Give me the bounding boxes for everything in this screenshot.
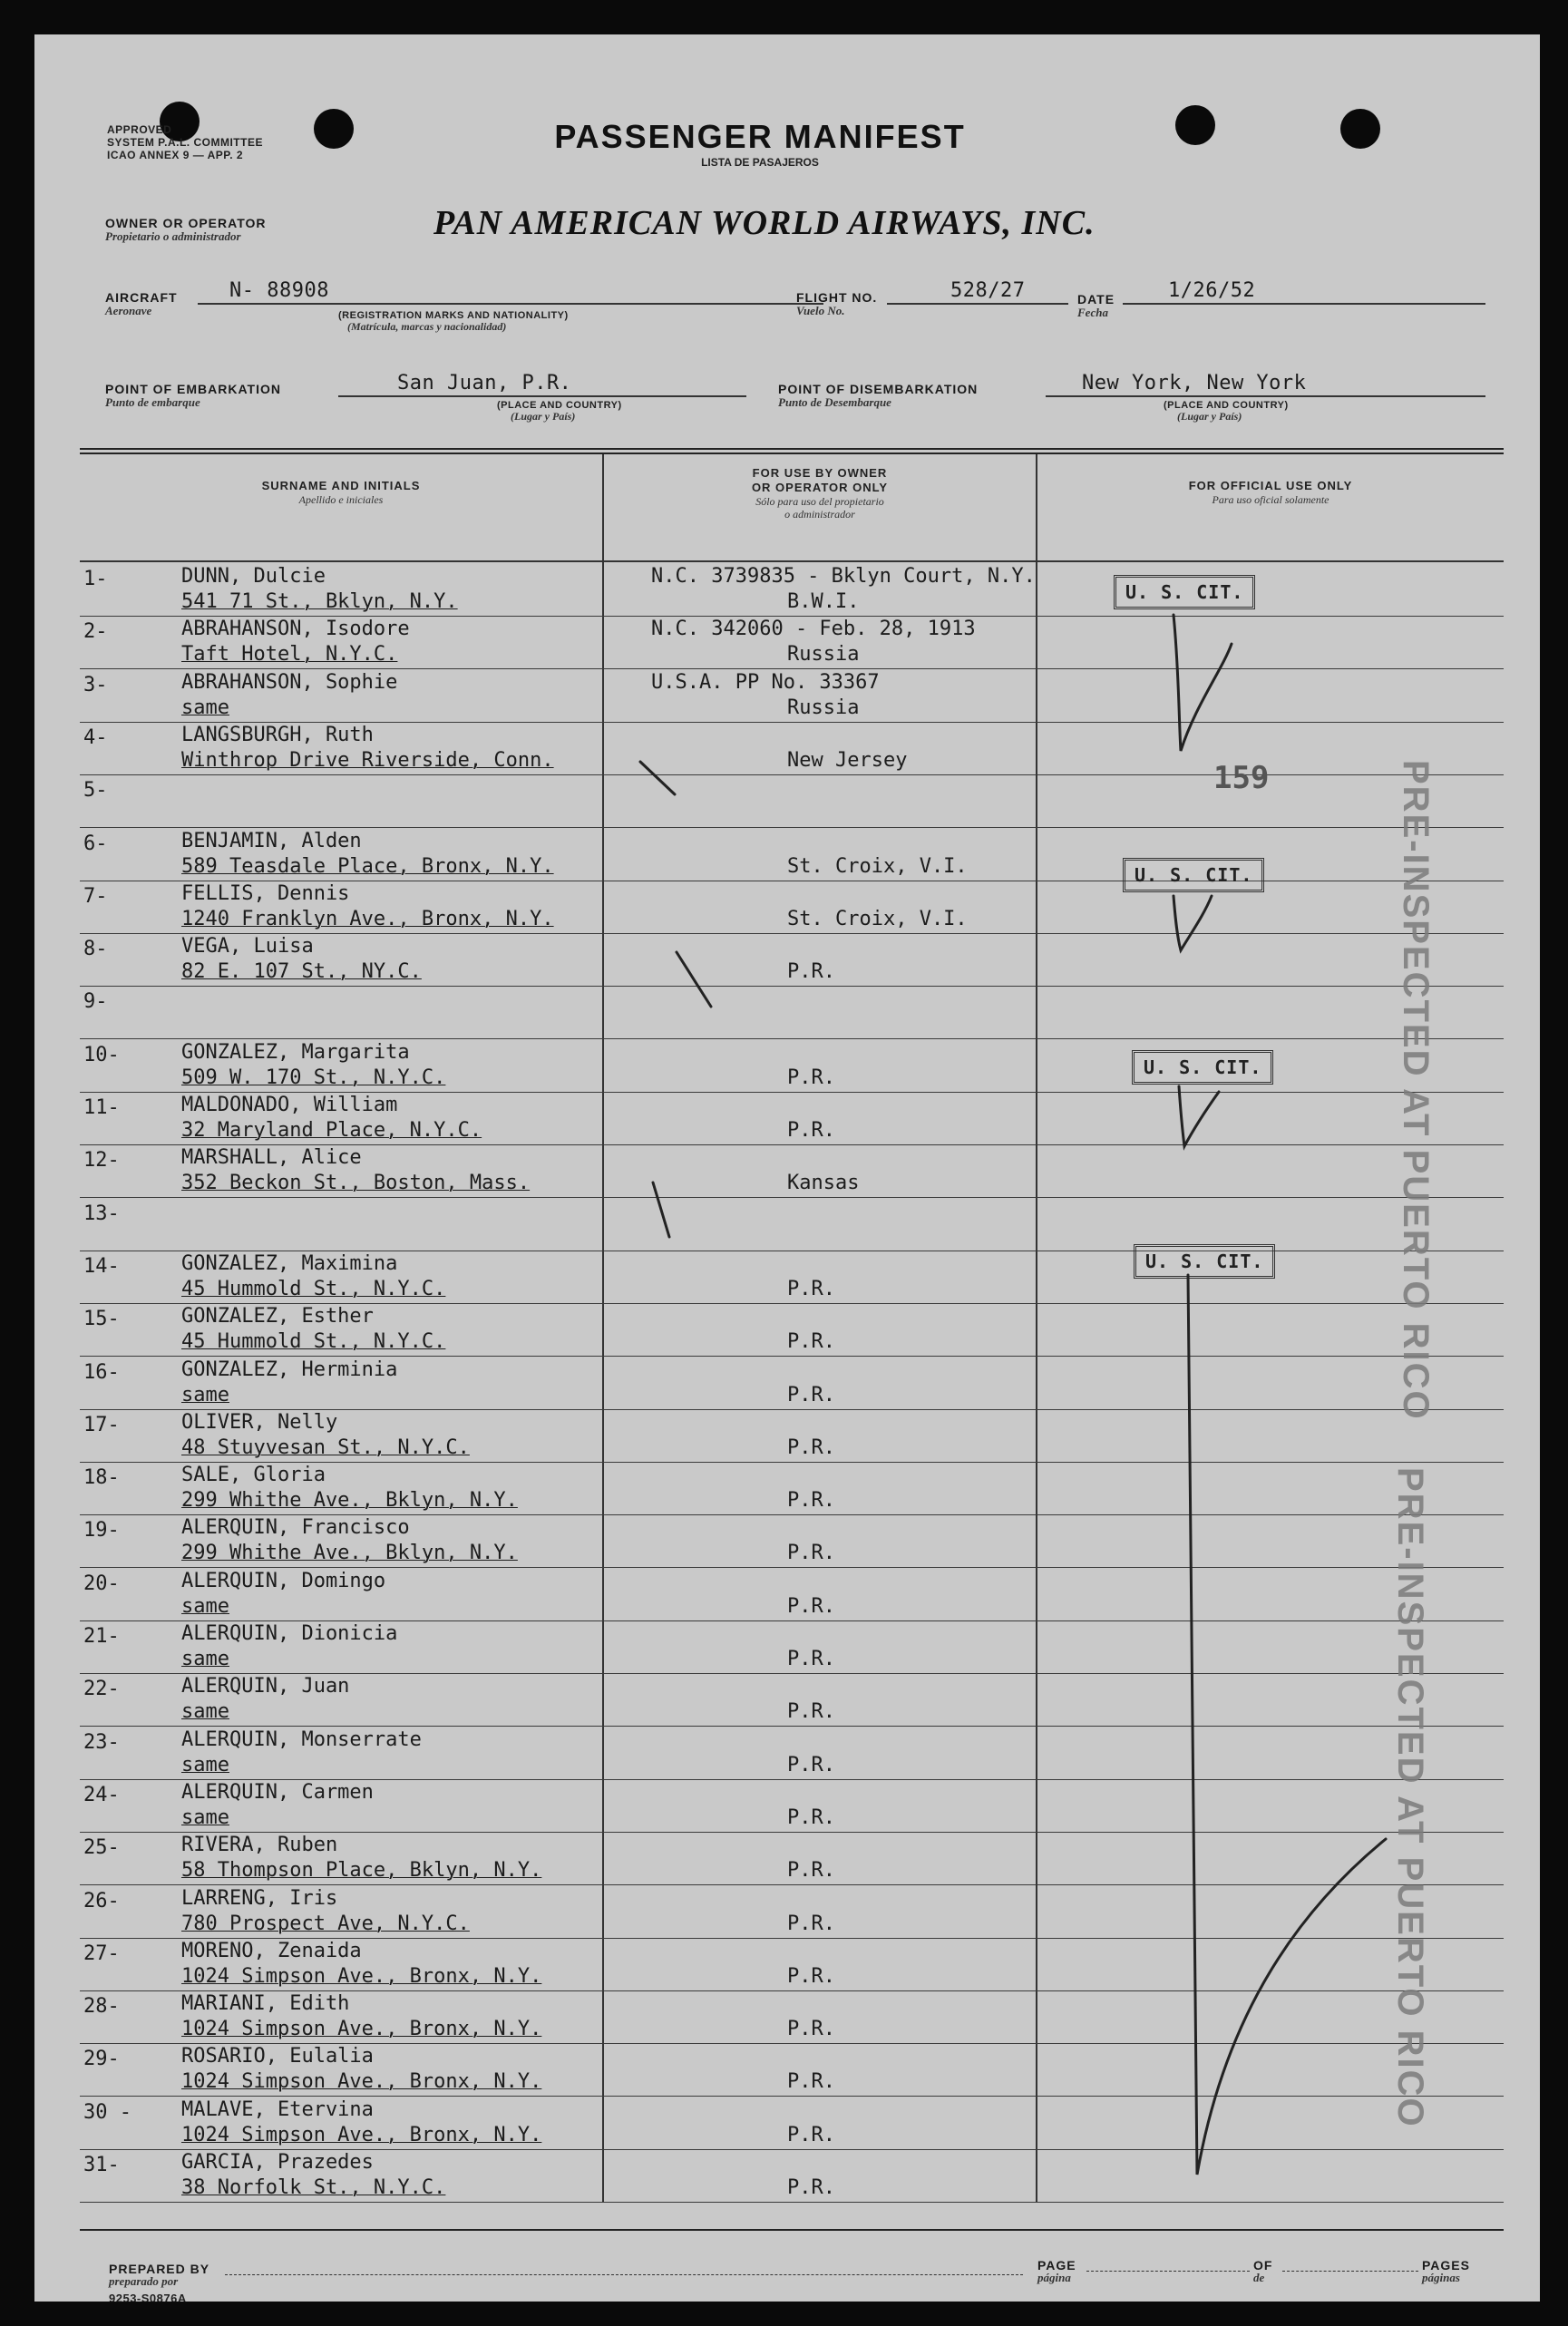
passenger-name: MORENO, Zenaida	[181, 1939, 362, 1962]
operator-note-origin: P.R.	[787, 2070, 835, 2094]
page-subtitle: LISTA DE PASAJEROS	[701, 156, 819, 169]
operator-note-origin: P.R.	[787, 1277, 835, 1300]
row-number: 6-	[83, 832, 108, 855]
operator-note-origin: P.R.	[787, 1753, 835, 1776]
passenger-name: MARSHALL, Alice	[181, 1146, 362, 1170]
row-number: 8-	[83, 938, 108, 961]
us-cit-stamp: U. S. CIT.	[1114, 575, 1255, 609]
page-label: PAGE	[1037, 2258, 1076, 2272]
passenger-name: GONZALEZ, Esther	[181, 1305, 374, 1328]
passenger-name: RIVERA, Ruben	[181, 1834, 338, 1857]
operator-note-origin: P.R.	[787, 2123, 835, 2146]
pre-inspected-stamp: PRE-INSPECTED AT PUERTO RICO	[1396, 760, 1436, 1421]
row-number: 29-	[83, 2048, 120, 2071]
passenger-name: LANGSBURGH, Ruth	[181, 723, 374, 746]
approval-line: SYSTEM P.A.L. COMMITTEE	[107, 136, 263, 149]
passenger-name: OLIVER, Nelly	[181, 1410, 338, 1434]
operator-note-origin: P.R.	[787, 960, 835, 984]
column-header-official: FOR OFFICIAL USE ONLY Para uso oficial solamente	[1188, 479, 1353, 506]
pages-label-es: páginas	[1422, 2271, 1460, 2284]
passenger-address: same	[181, 1805, 229, 1829]
registration-note-es: (Matrícula, marcas y nacionalidad)	[347, 320, 507, 333]
passenger-address: 299 Whithe Ave., Bklyn, N.Y.	[181, 1542, 518, 1565]
manifest-sheet	[34, 34, 1540, 2302]
operator-note: N.C. 342060 - Feb. 28, 1913	[651, 618, 976, 641]
passenger-name: GARCIA, Prazedes	[181, 2151, 374, 2174]
operator-note-origin: Russia	[787, 643, 860, 667]
passenger-address: same	[181, 1383, 229, 1406]
passenger-address: 45 Hummold St., N.Y.C.	[181, 1277, 446, 1300]
row-number: 3-	[83, 673, 108, 696]
place-note-es: (Lugar y País)	[511, 410, 576, 423]
passenger-name: GONZALEZ, Maximina	[181, 1251, 398, 1275]
passenger-address: 32 Maryland Place, N.Y.C.	[181, 1119, 482, 1142]
row-number: 12-	[83, 1149, 120, 1173]
approval-line: APPROVED	[107, 123, 172, 136]
passenger-name: VEGA, Luisa	[181, 935, 314, 959]
approval-line: ICAO ANNEX 9 — APP. 2	[107, 149, 244, 161]
registration-note: (REGISTRATION MARKS AND NATIONALITY)	[338, 310, 569, 321]
of-label: OF	[1253, 2258, 1273, 2272]
us-cit-stamp: U. S. CIT.	[1132, 1050, 1273, 1085]
date-label: DATE	[1077, 292, 1115, 307]
us-cit-stamp: U. S. CIT.	[1134, 1244, 1275, 1279]
of-label-es: de	[1253, 2271, 1265, 2284]
aircraft-label-es: Aeronave	[105, 304, 152, 317]
page-stamp-number: 159	[1213, 760, 1270, 796]
handwritten-marks	[34, 34, 1540, 2302]
passenger-address: same	[181, 1700, 229, 1724]
passenger-address: 1024 Simpson Ave., Bronx, N.Y.	[181, 2070, 542, 2094]
row-number: 16-	[83, 1360, 120, 1384]
passenger-address: same	[181, 1648, 229, 1670]
operator-note-origin: B.W.I.	[787, 590, 860, 613]
operator-note-origin: Kansas	[787, 1172, 860, 1195]
passenger-name: ABRAHANSON, Isodore	[181, 618, 410, 641]
owner-label: OWNER OR OPERATOR	[105, 216, 267, 230]
operator-note-origin: P.R.	[787, 1912, 835, 1935]
passenger-address: 299 Whithe Ave., Bklyn, N.Y.	[181, 1489, 518, 1513]
row-number: 28-	[83, 1995, 120, 2019]
passenger-name: ALERQUIN, Domingo	[181, 1569, 386, 1592]
pre-inspected-stamp: PRE-INSPECTED AT PUERTO RICO	[1390, 1467, 1430, 2128]
passenger-name: SALE, Gloria	[181, 1464, 326, 1487]
flight-label: FLIGHT NO.	[796, 290, 878, 305]
operator-note-origin: P.R.	[787, 1594, 835, 1618]
us-cit-stamp: U. S. CIT.	[1123, 858, 1264, 892]
passenger-address: 82 E. 107 St., NY.C.	[181, 960, 422, 984]
operator-note-origin: Russia	[787, 696, 860, 719]
operator-note-origin: New Jersey	[787, 748, 908, 772]
date-value: 1/26/52	[1168, 279, 1256, 302]
operator-note-origin: P.R.	[787, 1700, 835, 1724]
embarkation-value: San Juan, P.R.	[397, 372, 572, 394]
passenger-name: MALDONADO, William	[181, 1094, 398, 1116]
row-number: 26-	[83, 1889, 120, 1912]
airline-name: PAN AMERICAN WORLD AIRWAYS, INC.	[433, 204, 1096, 242]
passenger-address: 1024 Simpson Ave., Bronx, N.Y.	[181, 1964, 542, 1988]
prepared-by-label-es: preparado por	[109, 2274, 179, 2288]
flight-label-es: Vuelo No.	[796, 304, 845, 317]
row-number: 30 -	[83, 2100, 131, 2124]
flight-value: 528/27	[950, 279, 1026, 302]
row-number: 7-	[83, 884, 108, 908]
passenger-address: 509 W. 170 St., N.Y.C.	[181, 1066, 446, 1089]
row-number: 25-	[83, 1836, 120, 1860]
row-number: 22-	[83, 1678, 120, 1701]
row-number: 23-	[83, 1730, 120, 1754]
row-number: 10-	[83, 1043, 120, 1066]
place-note-es: (Lugar y País)	[1177, 410, 1242, 423]
passenger-address: 1240 Franklyn Ave., Bronx, N.Y.	[181, 907, 554, 930]
row-number: 14-	[83, 1254, 120, 1278]
row-number: 9-	[83, 990, 108, 1014]
operator-note: N.C. 3739835 - Bklyn Court, N.Y.	[651, 565, 1036, 588]
operator-note-origin: P.R.	[787, 2018, 835, 2041]
column-header-surname: SURNAME AND INITIALS Apellido e iniciales	[261, 479, 421, 506]
page-label-es: página	[1037, 2271, 1071, 2284]
passenger-name: BENJAMIN, Alden	[181, 829, 362, 852]
row-number: 21-	[83, 1625, 120, 1648]
disembarkation-label: POINT OF DISEMBARKATION	[778, 382, 979, 396]
operator-note-origin: P.R.	[787, 1119, 835, 1142]
column-header-owner-use: FOR USE BY OWNER OR OPERATOR ONLY Sólo para uso del propietario o administrador	[751, 466, 889, 521]
passenger-name: MALAVE, Etervina	[181, 2097, 374, 2121]
row-number: 15-	[83, 1308, 120, 1331]
passenger-address: 352 Beckon St., Boston, Mass.	[181, 1172, 531, 1195]
operator-note: U.S.A. PP No. 33367	[651, 670, 880, 694]
owner-label-es: Propietario o administrador	[105, 229, 241, 243]
passenger-name: ALERQUIN, Juan	[181, 1675, 350, 1698]
passenger-address: 780 Prospect Ave, N.Y.C.	[181, 1912, 470, 1935]
passenger-address: 38 Norfolk St., N.Y.C.	[181, 2176, 446, 2199]
row-number: 19-	[83, 1519, 120, 1543]
operator-note-origin: P.R.	[787, 2176, 835, 2199]
embarkation-label-es: Punto de embarque	[105, 395, 200, 409]
place-note: (PLACE AND COUNTRY)	[1164, 400, 1289, 411]
row-number: 17-	[83, 1413, 120, 1436]
passenger-name: ALERQUIN, Dionicia	[181, 1622, 398, 1645]
row-number: 4-	[83, 725, 108, 749]
row-number: 11-	[83, 1096, 120, 1119]
row-number: 31-	[83, 2154, 120, 2176]
passenger-address: 589 Teasdale Place, Bronx, N.Y.	[181, 854, 554, 878]
passenger-address: same	[181, 696, 229, 719]
date-label-es: Fecha	[1077, 306, 1108, 319]
row-number: 27-	[83, 1942, 120, 1965]
row-number: 13-	[83, 1202, 120, 1225]
passenger-name: ALERQUIN, Monserrate	[181, 1727, 422, 1751]
passenger-name: DUNN, Dulcie	[181, 565, 326, 588]
operator-note-origin: P.R.	[787, 1436, 835, 1459]
pages-label: PAGES	[1422, 2258, 1470, 2272]
operator-note-origin: P.R.	[787, 1805, 835, 1829]
operator-note-origin: P.R.	[787, 1964, 835, 1988]
operator-note-origin: P.R.	[787, 1489, 835, 1513]
passenger-address: 1024 Simpson Ave., Bronx, N.Y.	[181, 2018, 542, 2041]
aircraft-label: AIRCRAFT	[105, 290, 178, 305]
disembarkation-value: New York, New York	[1082, 372, 1307, 394]
row-number: 5-	[83, 779, 108, 803]
passenger-name: LARRENG, Iris	[181, 1886, 338, 1910]
passenger-name: MARIANI, Edith	[181, 1992, 350, 2016]
passenger-address: 45 Hummold St., N.Y.C.	[181, 1330, 446, 1354]
operator-note-origin: P.R.	[787, 1383, 835, 1406]
passenger-name: ALERQUIN, Carmen	[181, 1780, 374, 1804]
passenger-address: same	[181, 1594, 229, 1618]
aircraft-value: N- 88908	[229, 279, 329, 302]
passenger-name: ABRAHANSON, Sophie	[181, 670, 398, 694]
passenger-name: GONZALEZ, Herminia	[181, 1358, 398, 1381]
embarkation-label: POINT OF EMBARKATION	[105, 382, 281, 396]
operator-note-origin: P.R.	[787, 1859, 835, 1883]
passenger-address: Winthrop Drive Riverside, Conn.	[181, 748, 554, 772]
disembarkation-label-es: Punto de Desembarque	[778, 395, 891, 409]
operator-note-origin: P.R.	[787, 1330, 835, 1354]
passenger-address: Taft Hotel, N.Y.C.	[181, 643, 398, 667]
passenger-name: FELLIS, Dennis	[181, 881, 350, 905]
row-number: 24-	[83, 1783, 120, 1806]
prepared-by-label: PREPARED BY	[109, 2262, 210, 2276]
passenger-address: 48 Stuyvesan St., N.Y.C.	[181, 1436, 470, 1459]
passenger-name: ROSARIO, Eulalia	[181, 2045, 374, 2068]
operator-note-origin: P.R.	[787, 1542, 835, 1565]
row-number: 20-	[83, 1572, 120, 1595]
row-number: 1-	[83, 568, 108, 590]
operator-note-origin: P.R.	[787, 1648, 835, 1670]
passenger-address: 541 71 St., Bklyn, N.Y.	[181, 590, 458, 613]
passenger-address: 58 Thompson Place, Bklyn, N.Y.	[181, 1859, 542, 1883]
operator-note-origin: St. Croix, V.I.	[787, 854, 968, 878]
form-code: 9253-S0876A	[109, 2292, 187, 2302]
row-number: 18-	[83, 1466, 120, 1490]
place-note: (PLACE AND COUNTRY)	[497, 400, 622, 411]
passenger-name: GONZALEZ, Margarita	[181, 1040, 410, 1064]
passenger-address: same	[181, 1753, 229, 1776]
operator-note-origin: P.R.	[787, 1066, 835, 1089]
passenger-address: 1024 Simpson Ave., Bronx, N.Y.	[181, 2123, 542, 2146]
operator-note-origin: St. Croix, V.I.	[787, 907, 968, 930]
row-number: 2-	[83, 620, 108, 644]
passenger-name: ALERQUIN, Francisco	[181, 1516, 410, 1540]
page-title: PASSENGER MANIFEST	[554, 118, 966, 155]
